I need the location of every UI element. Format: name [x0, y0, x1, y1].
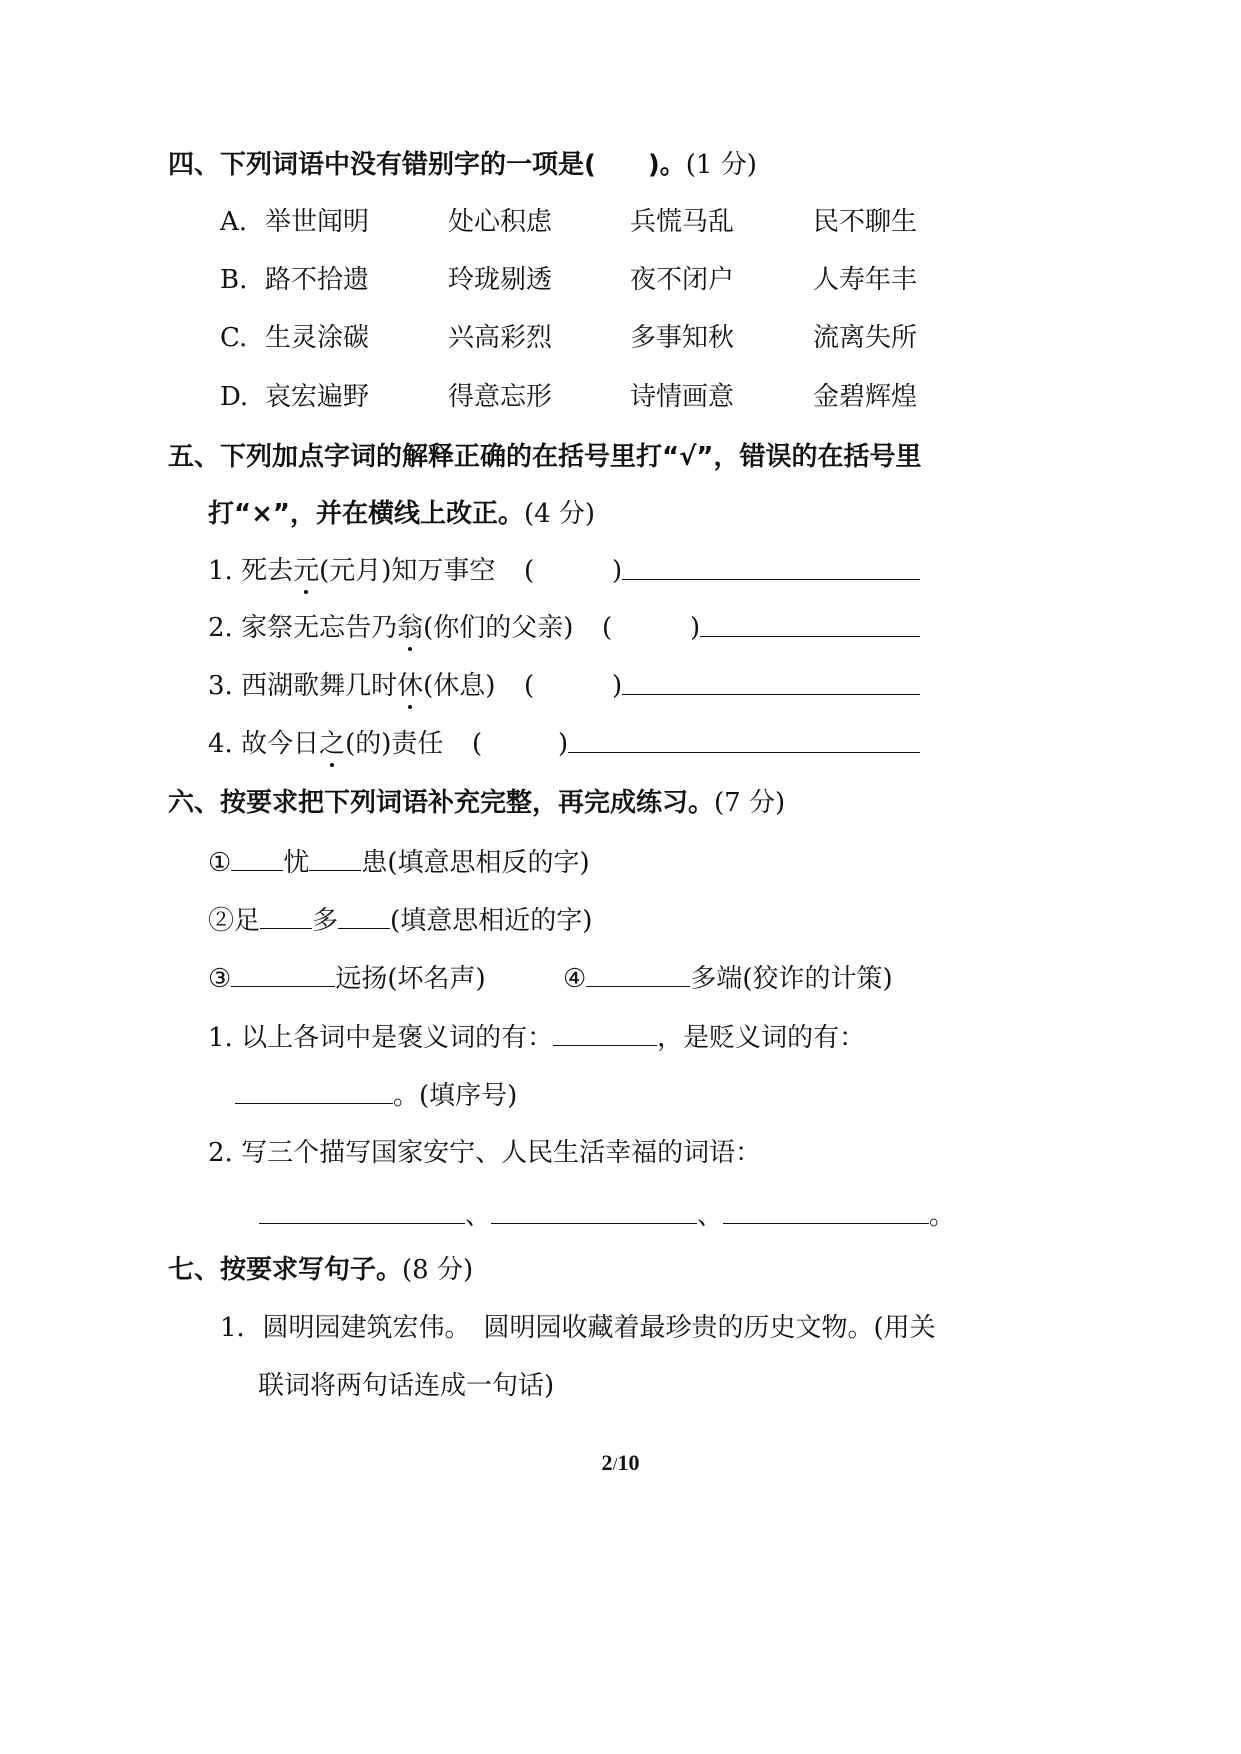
q6-sub-1-line2: [235, 1079, 517, 1111]
q5-heading-line2: [208, 498, 595, 530]
q5-item-3: [208, 670, 495, 702]
answer-bracket-close: ): [558, 729, 569, 759]
correction-line[interactable]: [568, 728, 920, 760]
item-text: (你们的父亲): [423, 613, 574, 643]
answer-bracket-close: ): [612, 671, 623, 701]
answer-bracket-open: (: [524, 671, 535, 701]
fill-blank[interactable]: [553, 1021, 657, 1046]
q5-item-1: [208, 555, 495, 587]
word-char: 足: [234, 906, 261, 936]
total-pages: 10: [617, 1450, 640, 1475]
word-char: 多: [312, 906, 339, 936]
fill-blank[interactable]: [231, 962, 335, 987]
fill-blank[interactable]: [260, 904, 312, 929]
correction-line[interactable]: [622, 555, 920, 587]
fill-blank[interactable]: [491, 1199, 697, 1224]
circled-number: ③: [208, 964, 232, 994]
q7-item-1-line2: 联词将两句话连成一句话): [258, 1371, 555, 1401]
q6-score: (7 分): [714, 788, 786, 818]
dotted-char: 元: [293, 556, 320, 586]
answer-bracket-close: ): [612, 556, 623, 586]
separator: 、: [697, 1201, 724, 1231]
item-number: 3.: [208, 671, 233, 701]
option-word: 兴高彩烈: [448, 323, 553, 353]
hint: (狡诈的计策): [742, 964, 893, 994]
q6-word-2: [208, 904, 592, 936]
fill-blank[interactable]: [259, 1199, 465, 1224]
option-label: B.: [220, 265, 248, 295]
q4-heading: [168, 149, 757, 181]
option-word: 多事知秋: [630, 323, 735, 353]
circled-number: ②: [208, 906, 235, 936]
item-text: (的)责任: [345, 729, 444, 759]
q5-title-line2: 打“×”，并在横线上改正。: [208, 499, 524, 529]
option-word: 得意忘形: [448, 382, 553, 412]
word-char: 患: [361, 848, 388, 878]
q5-item-4: [208, 728, 443, 760]
answer-bracket-open: (: [602, 613, 613, 643]
option-word: 诗情画意: [630, 382, 735, 412]
page-separator: /: [612, 1454, 618, 1474]
option-word: 玲珑剔透: [448, 265, 553, 295]
item-number: 4.: [208, 729, 233, 759]
period: 。: [929, 1201, 956, 1231]
option-word: 金碧辉煌: [813, 382, 918, 412]
separator: 、: [465, 1201, 492, 1231]
q7-title: 七、按要求写句子。: [168, 1255, 403, 1285]
fill-blank[interactable]: [723, 1199, 929, 1224]
option-label: D.: [220, 382, 249, 412]
fill-blank[interactable]: [338, 904, 390, 929]
q6-sub-1-line1: [208, 1021, 865, 1053]
correction-line[interactable]: [700, 612, 920, 644]
current-page: 2: [601, 1450, 613, 1475]
dotted-char: 休: [397, 671, 424, 701]
q7-heading: [168, 1254, 473, 1286]
fill-blank[interactable]: [231, 846, 283, 871]
hint: (填意思相近的字): [390, 906, 593, 936]
option-word: 流离失所: [813, 323, 918, 353]
option-word: 哀宏遍野: [265, 382, 370, 412]
option-word: 生灵涂碳: [265, 323, 370, 353]
option-word: 人寿年丰: [813, 265, 918, 295]
option-word: 夜不闭户: [630, 265, 735, 295]
item-text: (休息): [423, 671, 496, 701]
q7-score: (8 分): [402, 1255, 474, 1285]
option-word: 兵慌马乱: [630, 207, 735, 237]
fill-blank[interactable]: [309, 846, 361, 871]
q6-sub-2: 2. 写三个描写国家安宁、人民生活幸福的词语：: [208, 1138, 762, 1168]
item-number: 2.: [208, 613, 233, 643]
dotted-char: 之: [319, 729, 346, 759]
answer-bracket-open: (: [524, 556, 535, 586]
q5-title-line1: 五、下列加点字词的解释正确的在括号里打“√”，错误的在括号里: [168, 442, 922, 472]
q6-word-1: [208, 846, 590, 878]
prompt: ，是贬义词的有：: [657, 1023, 866, 1053]
q6-title: 六、按要求把下列词语补充完整，再完成练习。: [168, 788, 715, 818]
option-word: 民不聊生: [813, 207, 918, 237]
q6-heading: [168, 787, 785, 819]
option-label: A.: [220, 207, 248, 237]
q6-sub-2-answers: [259, 1199, 955, 1231]
word-char: 忧: [283, 848, 310, 878]
item-number: 1.: [208, 556, 233, 586]
option-word: 路不拾遗: [265, 265, 370, 295]
correction-line[interactable]: [622, 670, 920, 702]
option-word: 处心积虑: [448, 207, 553, 237]
fill-blank[interactable]: [235, 1079, 393, 1104]
option-word: 举世闻明: [265, 207, 370, 237]
item-text: 死去: [241, 556, 294, 586]
answer-bracket-close: ): [690, 613, 701, 643]
dotted-char: 翁: [397, 613, 424, 643]
word-char: 远扬: [335, 964, 388, 994]
circled-number: ①: [208, 848, 232, 878]
q5-item-2: [208, 612, 573, 644]
word-char: 多端: [690, 964, 743, 994]
fill-blank[interactable]: [586, 962, 690, 987]
q4-score: (1 分): [685, 150, 757, 180]
option-label: C.: [220, 323, 248, 353]
prompt: 。(填序号): [393, 1081, 518, 1111]
hint: (填意思相反的字): [387, 848, 590, 878]
q6-word-3: [208, 962, 486, 994]
q7-item-1-line1: 1．圆明园建筑宏伟。 圆明园收藏着最珍贵的历史文物。(用关: [220, 1313, 936, 1343]
prompt: 1. 以上各词中是褒义词的有：: [208, 1023, 554, 1053]
q5-score: (4 分): [523, 499, 596, 529]
item-text: (元月)知万事空: [319, 556, 496, 586]
q6-word-4: [563, 962, 893, 994]
item-text: 家祭无忘告乃: [241, 613, 398, 643]
q4-title: 四、下列词语中没有错别字的一项是( )。: [168, 150, 686, 180]
answer-bracket-open: (: [472, 729, 483, 759]
page-number: [0, 1450, 1241, 1476]
item-text: 故今日: [241, 729, 320, 759]
circled-number: ④: [563, 964, 587, 994]
item-text: 西湖歌舞几时: [241, 671, 398, 701]
hint: (坏名声): [387, 964, 486, 994]
